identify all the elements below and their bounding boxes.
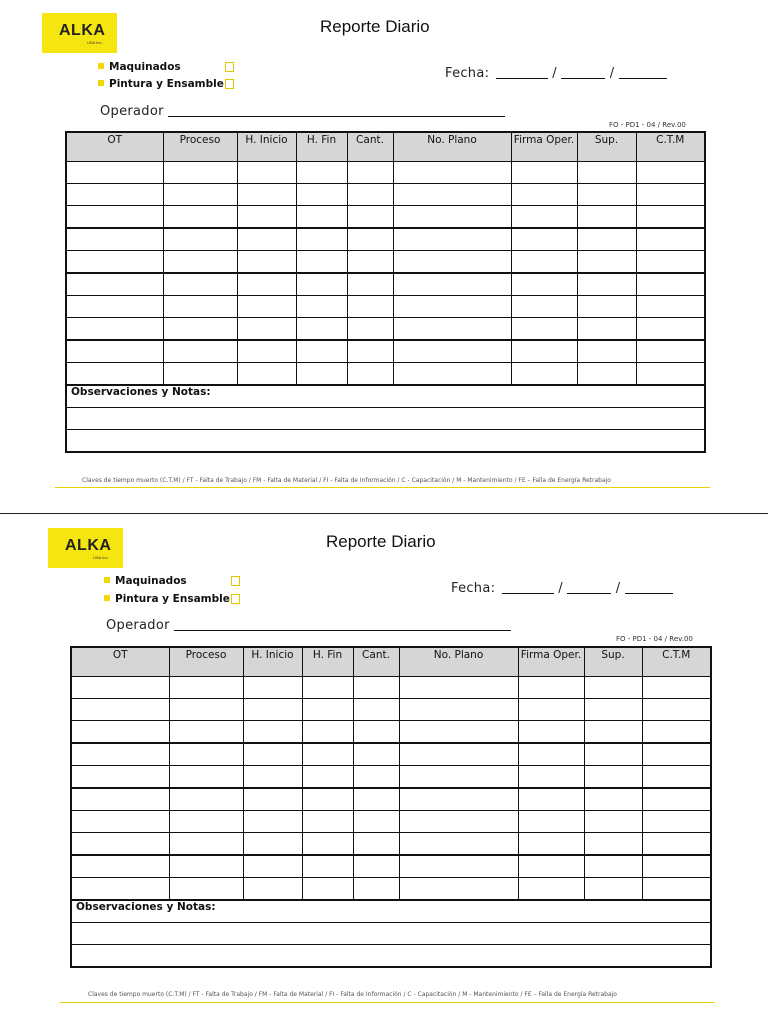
table-cell[interactable] <box>302 811 353 833</box>
table-cell[interactable] <box>642 677 711 699</box>
table-cell[interactable] <box>163 184 237 206</box>
table-cell[interactable] <box>518 766 584 789</box>
table-cell[interactable] <box>518 699 584 721</box>
fecha-month-input[interactable] <box>567 581 611 594</box>
footer-rule <box>55 487 710 488</box>
bullet-icon <box>98 80 104 86</box>
table-cell[interactable] <box>353 721 399 744</box>
table-cell[interactable] <box>353 677 399 699</box>
table-row <box>71 721 711 744</box>
table-cell[interactable] <box>243 855 302 878</box>
table-cell[interactable] <box>584 788 642 811</box>
table-cell[interactable] <box>71 878 169 901</box>
bullet-icon <box>98 63 104 69</box>
table-cell[interactable] <box>584 699 642 721</box>
table-cell[interactable] <box>71 721 169 744</box>
table-cell[interactable] <box>237 363 296 386</box>
table-cell[interactable] <box>71 766 169 789</box>
table-row <box>66 162 705 184</box>
table-row <box>71 699 711 721</box>
table-cell[interactable] <box>399 833 518 856</box>
table-cell[interactable] <box>518 855 584 878</box>
table-cell[interactable] <box>347 363 393 386</box>
table-cell[interactable] <box>163 363 237 386</box>
table-cell[interactable] <box>302 766 353 789</box>
alka-logo <box>42 13 117 53</box>
table-row <box>66 206 705 229</box>
column-header: OT <box>66 132 163 162</box>
table-cell[interactable] <box>511 296 577 318</box>
table-row <box>66 318 705 341</box>
notes-row <box>66 430 705 453</box>
table-cell[interactable] <box>237 251 296 274</box>
fecha-month-input[interactable] <box>561 66 605 79</box>
table-cell[interactable] <box>399 788 518 811</box>
table-cell[interactable] <box>347 184 393 206</box>
table-cell[interactable] <box>399 699 518 721</box>
operador-field <box>100 104 505 119</box>
page-title: Reporte Diario <box>326 532 436 551</box>
notes-section <box>71 900 711 967</box>
table-cell[interactable] <box>347 206 393 229</box>
table-cell[interactable] <box>642 811 711 833</box>
operador-label: Operador <box>100 104 164 119</box>
table-cell[interactable] <box>66 363 163 386</box>
table-cell[interactable] <box>71 811 169 833</box>
table-cell[interactable] <box>511 340 577 363</box>
table-cell[interactable] <box>393 162 511 184</box>
table-cell[interactable] <box>511 184 577 206</box>
column-header: C.T.M <box>636 132 705 162</box>
table-cell[interactable] <box>237 318 296 341</box>
table-cell[interactable] <box>347 318 393 341</box>
column-header: H. Fin <box>302 647 353 677</box>
table-cell[interactable] <box>66 228 163 251</box>
table-cell[interactable] <box>169 833 243 856</box>
table-cell[interactable] <box>302 855 353 878</box>
option-pintura <box>98 78 224 92</box>
table-cell[interactable] <box>71 743 169 766</box>
column-header: H. Fin <box>296 132 347 162</box>
option-pintura <box>104 593 230 607</box>
table-cell[interactable] <box>636 251 705 274</box>
table-cell[interactable] <box>243 699 302 721</box>
table-cell[interactable] <box>353 743 399 766</box>
table-cell[interactable] <box>163 162 237 184</box>
table-cell[interactable] <box>347 228 393 251</box>
table-cell[interactable] <box>577 184 636 206</box>
table-cell[interactable] <box>577 340 636 363</box>
table-body <box>66 162 705 386</box>
table-cell[interactable] <box>243 811 302 833</box>
table-cell[interactable] <box>296 273 347 296</box>
table-cell[interactable] <box>296 228 347 251</box>
table-cell[interactable] <box>511 162 577 184</box>
table-cell[interactable] <box>518 878 584 901</box>
date-separator: / <box>558 581 563 596</box>
fecha-year-input[interactable] <box>625 581 673 594</box>
table-row <box>66 296 705 318</box>
table-cell[interactable] <box>243 833 302 856</box>
table-cell[interactable] <box>347 340 393 363</box>
notes-input[interactable] <box>71 945 711 968</box>
table-row <box>71 855 711 878</box>
table-cell[interactable] <box>393 228 511 251</box>
table-row <box>71 788 711 811</box>
logo-brand: ALKA <box>59 22 106 39</box>
table-cell[interactable] <box>577 363 636 386</box>
table-cell[interactable] <box>584 878 642 901</box>
table-cell[interactable] <box>511 273 577 296</box>
table-cell[interactable] <box>169 855 243 878</box>
logo-sub: USA Inc. <box>93 555 109 560</box>
table-cell[interactable] <box>393 363 511 386</box>
table-row <box>71 833 711 856</box>
column-header: Proceso <box>169 647 243 677</box>
table-cell[interactable] <box>296 162 347 184</box>
pintura-checkbox[interactable] <box>225 79 234 89</box>
table-row <box>66 273 705 296</box>
notes-title-row <box>71 900 711 923</box>
pintura-checkbox[interactable] <box>231 594 240 604</box>
notes-row <box>71 945 711 968</box>
bullet-icon <box>104 577 110 583</box>
table-cell[interactable] <box>399 766 518 789</box>
table-cell[interactable] <box>584 743 642 766</box>
report-table <box>70 646 712 968</box>
table-cell[interactable] <box>577 228 636 251</box>
date-separator: / <box>552 66 557 81</box>
table-cell[interactable] <box>237 162 296 184</box>
table-cell[interactable] <box>393 296 511 318</box>
fecha-label: Fecha: <box>451 581 496 596</box>
fecha-day-input[interactable] <box>502 581 554 594</box>
table-cell[interactable] <box>393 206 511 229</box>
logo-sub: USA Inc. <box>87 40 103 45</box>
table-cell[interactable] <box>642 833 711 856</box>
notes-input[interactable] <box>71 923 711 945</box>
operador-input[interactable] <box>168 104 505 117</box>
notes-row <box>66 408 705 430</box>
table-cell[interactable] <box>66 162 163 184</box>
column-header: Firma Oper. <box>518 647 584 677</box>
logo-brand: ALKA <box>65 537 112 554</box>
table-cell[interactable] <box>169 878 243 901</box>
option-label: Pintura y Ensamble <box>115 593 230 605</box>
table-cell[interactable] <box>71 788 169 811</box>
table-cell[interactable] <box>163 273 237 296</box>
table-cell[interactable] <box>243 721 302 744</box>
table-cell[interactable] <box>353 878 399 901</box>
table-cell[interactable] <box>642 743 711 766</box>
table-cell[interactable] <box>296 318 347 341</box>
table-cell[interactable] <box>642 788 711 811</box>
table-cell[interactable] <box>163 340 237 363</box>
form-code: FO - PD1 - 04 / Rev.00 <box>609 121 686 129</box>
table-cell[interactable] <box>296 184 347 206</box>
table-cell[interactable] <box>353 766 399 789</box>
notes-row <box>71 923 711 945</box>
fecha-field <box>451 581 673 596</box>
table-cell[interactable] <box>353 699 399 721</box>
fecha-year-input[interactable] <box>619 66 667 79</box>
table-header-row <box>71 647 711 677</box>
table-cell[interactable] <box>393 340 511 363</box>
table-cell[interactable] <box>71 677 169 699</box>
table-cell[interactable] <box>237 296 296 318</box>
table-cell[interactable] <box>511 363 577 386</box>
table-cell[interactable] <box>393 273 511 296</box>
table-cell[interactable] <box>237 340 296 363</box>
table-cell[interactable] <box>347 273 393 296</box>
table-cell[interactable] <box>302 721 353 744</box>
table-cell[interactable] <box>353 788 399 811</box>
table-cell[interactable] <box>163 251 237 274</box>
table-cell[interactable] <box>518 721 584 744</box>
table-cell[interactable] <box>71 833 169 856</box>
column-header: Sup. <box>584 647 642 677</box>
table-cell[interactable] <box>169 788 243 811</box>
column-header: Proceso <box>163 132 237 162</box>
column-header: Sup. <box>577 132 636 162</box>
page-title: Reporte Diario <box>320 17 430 36</box>
table-cell[interactable] <box>296 296 347 318</box>
table-cell[interactable] <box>393 318 511 341</box>
notes-title-row <box>66 385 705 408</box>
report-table <box>65 131 706 453</box>
table-row <box>71 766 711 789</box>
column-header: OT <box>71 647 169 677</box>
footer-rule <box>60 1002 715 1003</box>
table-cell[interactable] <box>393 251 511 274</box>
table-cell[interactable] <box>399 855 518 878</box>
option-maquinados <box>98 61 181 75</box>
table-cell[interactable] <box>353 855 399 878</box>
table-cell[interactable] <box>71 855 169 878</box>
table-cell[interactable] <box>243 766 302 789</box>
table-cell[interactable] <box>163 318 237 341</box>
table-cell[interactable] <box>584 833 642 856</box>
notes-label: Observaciones y Notas: <box>66 385 705 408</box>
notes-input[interactable] <box>66 408 705 430</box>
footer-legend: Claves de tiempo muerto (C.T.M) / FT - Falta de Trabajo / FM - Falta de Material / FI - Falta de Información / C - Capacitación / M - Mantenimiento / FE – Falla de Energía Retrabajo <box>82 477 611 484</box>
table-cell[interactable] <box>66 206 163 229</box>
date-separator: / <box>615 581 621 596</box>
option-label: Maquinados <box>109 61 181 73</box>
table-cell[interactable] <box>577 296 636 318</box>
daily-report-form-1 <box>0 0 768 500</box>
table-cell[interactable] <box>169 766 243 789</box>
table-cell[interactable] <box>66 318 163 341</box>
table-cell[interactable] <box>296 340 347 363</box>
table-row <box>71 677 711 699</box>
table-cell[interactable] <box>511 318 577 341</box>
table-cell[interactable] <box>577 162 636 184</box>
table-cell[interactable] <box>577 318 636 341</box>
operador-input[interactable] <box>174 618 511 631</box>
table-cell[interactable] <box>511 228 577 251</box>
table-cell[interactable] <box>169 811 243 833</box>
maquinados-checkbox[interactable] <box>231 576 240 586</box>
table-row <box>66 340 705 363</box>
table-cell[interactable] <box>399 721 518 744</box>
table-cell[interactable] <box>636 340 705 363</box>
table-cell[interactable] <box>636 228 705 251</box>
column-header: Cant. <box>353 647 399 677</box>
footer-legend: Claves de tiempo muerto (C.T.M) / FT - Falta de Trabajo / FM - Falta de Material / FI - Falta de Información / C - Capacitación / M - Mantenimiento / FE – Falla de Energía Retrabajo <box>88 991 617 998</box>
table-cell[interactable] <box>584 811 642 833</box>
table-cell[interactable] <box>302 699 353 721</box>
fecha-label: Fecha: <box>445 66 490 81</box>
table-cell[interactable] <box>243 743 302 766</box>
table-cell[interactable] <box>584 677 642 699</box>
option-maquinados <box>104 575 187 589</box>
table-cell[interactable] <box>66 251 163 274</box>
table-cell[interactable] <box>243 878 302 901</box>
table-cell[interactable] <box>577 273 636 296</box>
alka-logo <box>48 528 123 568</box>
option-label: Maquinados <box>115 575 187 587</box>
table-cell[interactable] <box>636 363 705 386</box>
table-cell[interactable] <box>511 251 577 274</box>
table-cell[interactable] <box>577 206 636 229</box>
table-cell[interactable] <box>518 811 584 833</box>
table-cell[interactable] <box>296 251 347 274</box>
table-cell[interactable] <box>636 296 705 318</box>
fecha-field <box>445 66 667 81</box>
table-cell[interactable] <box>302 677 353 699</box>
table-cell[interactable] <box>642 878 711 901</box>
maquinados-checkbox[interactable] <box>225 62 234 72</box>
table-cell[interactable] <box>296 363 347 386</box>
table-cell[interactable] <box>642 721 711 744</box>
bullet-icon <box>104 595 110 601</box>
operador-field <box>106 618 511 633</box>
table-row <box>66 363 705 386</box>
table-header-row <box>66 132 705 162</box>
table-cell[interactable] <box>347 162 393 184</box>
table-cell[interactable] <box>399 743 518 766</box>
table-cell[interactable] <box>163 228 237 251</box>
table-cell[interactable] <box>518 743 584 766</box>
table-cell[interactable] <box>399 811 518 833</box>
table-cell[interactable] <box>296 206 347 229</box>
table-cell[interactable] <box>66 184 163 206</box>
column-header: H. Inicio <box>237 132 296 162</box>
table-cell[interactable] <box>642 699 711 721</box>
table-cell[interactable] <box>169 677 243 699</box>
column-header: H. Inicio <box>243 647 302 677</box>
table-cell[interactable] <box>347 296 393 318</box>
table-cell[interactable] <box>636 318 705 341</box>
table-cell[interactable] <box>169 743 243 766</box>
table-cell[interactable] <box>399 878 518 901</box>
table-cell[interactable] <box>353 833 399 856</box>
column-header: Cant. <box>347 132 393 162</box>
column-header: C.T.M <box>642 647 711 677</box>
table-cell[interactable] <box>353 811 399 833</box>
date-separator: / <box>609 66 615 81</box>
table-row <box>71 811 711 833</box>
table-cell[interactable] <box>636 273 705 296</box>
option-label: Pintura y Ensamble <box>109 78 224 90</box>
daily-report-form-2 <box>0 514 768 1014</box>
table-row <box>71 878 711 901</box>
table-cell[interactable] <box>518 833 584 856</box>
table-cell[interactable] <box>577 251 636 274</box>
table-cell[interactable] <box>518 677 584 699</box>
table-cell[interactable] <box>237 206 296 229</box>
table-cell[interactable] <box>584 855 642 878</box>
table-cell[interactable] <box>237 273 296 296</box>
table-body <box>71 677 711 901</box>
table-cell[interactable] <box>237 228 296 251</box>
table-cell[interactable] <box>237 184 296 206</box>
table-cell[interactable] <box>518 788 584 811</box>
table-row <box>71 743 711 766</box>
table-cell[interactable] <box>163 206 237 229</box>
table-cell[interactable] <box>163 296 237 318</box>
table-cell[interactable] <box>393 184 511 206</box>
table-cell[interactable] <box>66 296 163 318</box>
table-cell[interactable] <box>584 766 642 789</box>
fecha-day-input[interactable] <box>496 66 548 79</box>
table-cell[interactable] <box>66 340 163 363</box>
notes-section <box>66 385 705 452</box>
column-header: Firma Oper. <box>511 132 577 162</box>
table-cell[interactable] <box>169 699 243 721</box>
table-cell[interactable] <box>302 788 353 811</box>
table-row <box>66 228 705 251</box>
table-cell[interactable] <box>511 206 577 229</box>
column-header: No. Plano <box>393 132 511 162</box>
table-row <box>66 251 705 274</box>
table-cell[interactable] <box>302 833 353 856</box>
table-cell[interactable] <box>636 206 705 229</box>
operador-label: Operador <box>106 618 170 633</box>
table-cell[interactable] <box>71 699 169 721</box>
table-cell[interactable] <box>302 743 353 766</box>
table-row <box>66 184 705 206</box>
table-cell[interactable] <box>169 721 243 744</box>
table-cell[interactable] <box>243 677 302 699</box>
table-cell[interactable] <box>302 878 353 901</box>
table-cell[interactable] <box>66 273 163 296</box>
table-cell[interactable] <box>642 766 711 789</box>
table-cell[interactable] <box>636 162 705 184</box>
table-cell[interactable] <box>642 855 711 878</box>
table-cell[interactable] <box>399 677 518 699</box>
table-cell[interactable] <box>347 251 393 274</box>
notes-input[interactable] <box>66 430 705 453</box>
table-cell[interactable] <box>243 788 302 811</box>
column-header: No. Plano <box>399 647 518 677</box>
table-cell[interactable] <box>636 184 705 206</box>
form-code: FO - PD1 - 04 / Rev.00 <box>616 635 693 643</box>
table-cell[interactable] <box>584 721 642 744</box>
notes-label: Observaciones y Notas: <box>71 900 711 923</box>
